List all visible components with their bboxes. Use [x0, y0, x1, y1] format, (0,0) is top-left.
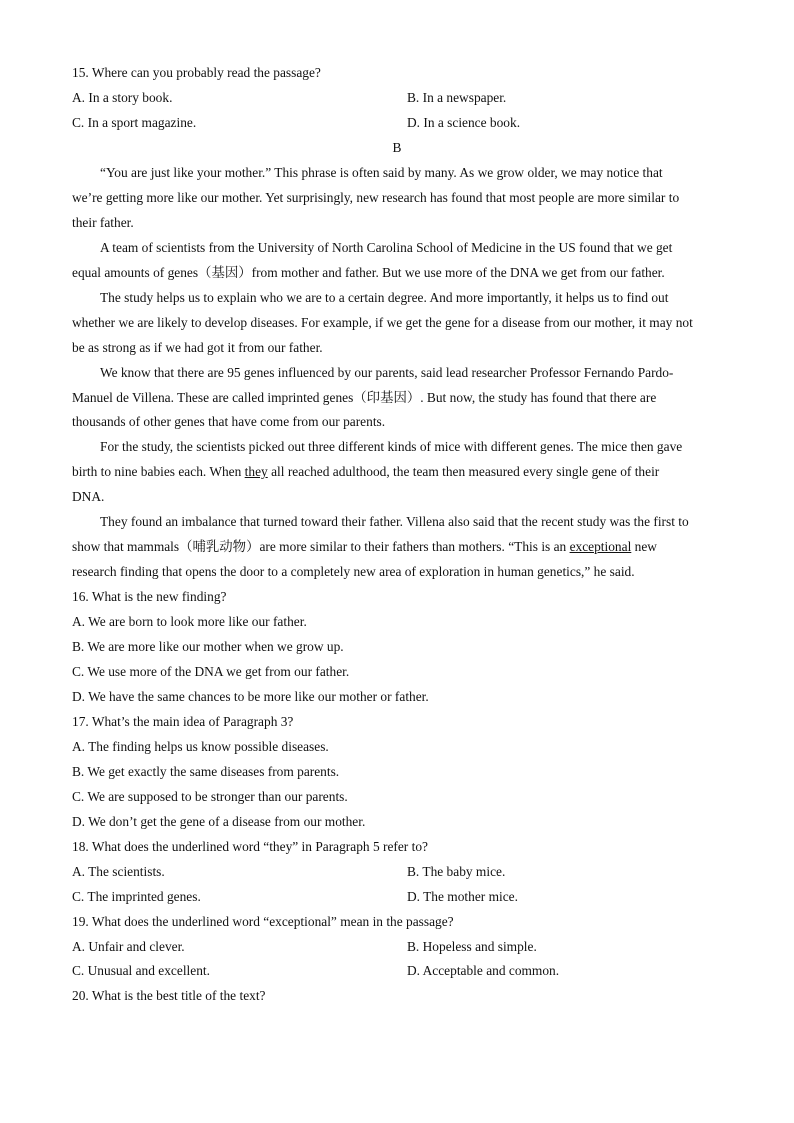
- q18-option-d: D. The mother mice.: [407, 889, 518, 904]
- q18-option-c: C. The imprinted genes.: [72, 889, 201, 904]
- q17-option-b: B. We get exactly the same diseases from parents.: [72, 764, 340, 779]
- q16-option-d: D. We have the same chances to be more like our mother or father.: [72, 689, 429, 704]
- q15-stem: 15. Where can you probably read the passage?: [72, 65, 321, 80]
- p6-text-before: show that mammals（哺乳动物）are more similar to their fathers than mothers. “This is an: [72, 539, 570, 554]
- q15-option-a: A. In a story book.: [72, 90, 173, 105]
- q19-option-a: A. Unfair and clever.: [72, 939, 185, 954]
- passage-p1-line3: their father.: [72, 215, 134, 230]
- q17-option-c: C. We are supposed to be stronger than our parents.: [72, 789, 348, 804]
- passage-p6-line2: [72, 538, 657, 556]
- p5-text-after: all reached adulthood, the team then measured every single gene of their: [267, 464, 660, 479]
- q18-option-a: A. The scientists.: [72, 864, 165, 879]
- q19-option-c: C. Unusual and excellent.: [72, 963, 210, 978]
- passage-p3-line3: be as strong as if we had got it from our father.: [72, 340, 323, 355]
- q17-option-a: A. The finding helps us know possible diseases.: [72, 739, 329, 754]
- p6-text-after: new: [631, 539, 657, 554]
- passage-p1-line2: we’re getting more like our mother. Yet surprisingly, new research has found that most people are more similar to: [72, 190, 680, 205]
- q17-option-d: D. We don’t get the gene of a disease from our mother.: [72, 814, 366, 829]
- passage-p5-line1: For the study, the scientists picked out three different kinds of mice with different genes. The mice then gave: [100, 439, 683, 454]
- q19-stem: 19. What does the underlined word “exceptional” mean in the passage?: [72, 914, 454, 929]
- q18-stem: 18. What does the underlined word “they” in Paragraph 5 refer to?: [72, 839, 428, 854]
- passage-p4-line3: thousands of other genes that have come from our parents.: [72, 414, 386, 429]
- q16-option-a: A. We are born to look more like our father.: [72, 614, 307, 629]
- q16-option-b: B. We are more like our mother when we grow up.: [72, 639, 344, 654]
- passage-p4-line1: We know that there are 95 genes influenced by our parents, said lead researcher Professor Fernando Pardo-: [100, 365, 674, 380]
- q19-option-d: D. Acceptable and common.: [407, 963, 560, 978]
- passage-p2-line2: equal amounts of genes（基因）from mother and father. But we use more of the DNA we get from our father.: [72, 265, 665, 280]
- passage-p5-line2: [72, 463, 659, 481]
- passage-p1-line1: “You are just like your mother.” This phrase is often said by many. As we grow older, we may notice that: [100, 165, 663, 180]
- section-label: B: [392, 140, 402, 155]
- q18-option-b: B. The baby mice.: [407, 864, 506, 879]
- q15-option-d: D. In a science book.: [407, 115, 521, 130]
- passage-p4-line2: Manuel de Villena. These are called imprinted genes（印基因）. But now, the study has found that there are: [72, 390, 657, 405]
- q15-option-c: C. In a sport magazine.: [72, 115, 197, 130]
- passage-p3-line2: whether we are likely to develop diseases. For example, if we get the gene for a disease from our mother, it may not: [72, 315, 693, 330]
- underlined-word-exceptional: exceptional: [569, 539, 632, 554]
- q15-option-b: B. In a newspaper.: [407, 90, 507, 105]
- passage-p3-line1: The study helps us to explain who we are to a certain degree. And more importantly, it helps us to find out: [100, 290, 669, 305]
- q20-stem: 20. What is the best title of the text?: [72, 988, 266, 1003]
- q19-option-b: B. Hopeless and simple.: [407, 939, 537, 954]
- q17-stem: 17. What’s the main idea of Paragraph 3?: [72, 714, 294, 729]
- underlined-word-they: they: [244, 464, 268, 479]
- q16-stem: 16. What is the new finding?: [72, 589, 227, 604]
- p5-text-before: birth to nine babies each. When: [72, 464, 245, 479]
- passage-p5-line3: DNA.: [72, 489, 105, 504]
- q16-option-c: C. We use more of the DNA we get from our father.: [72, 664, 350, 679]
- passage-p2-line1: A team of scientists from the University of North Carolina School of Medicine in the US found that we get: [100, 240, 673, 255]
- passage-p6-line1: They found an imbalance that turned toward their father. Villena also said that the recent study was the first to: [100, 514, 689, 529]
- passage-p6-line3: research finding that opens the door to a completely new area of exploration in human genetics,” he said.: [72, 564, 635, 579]
